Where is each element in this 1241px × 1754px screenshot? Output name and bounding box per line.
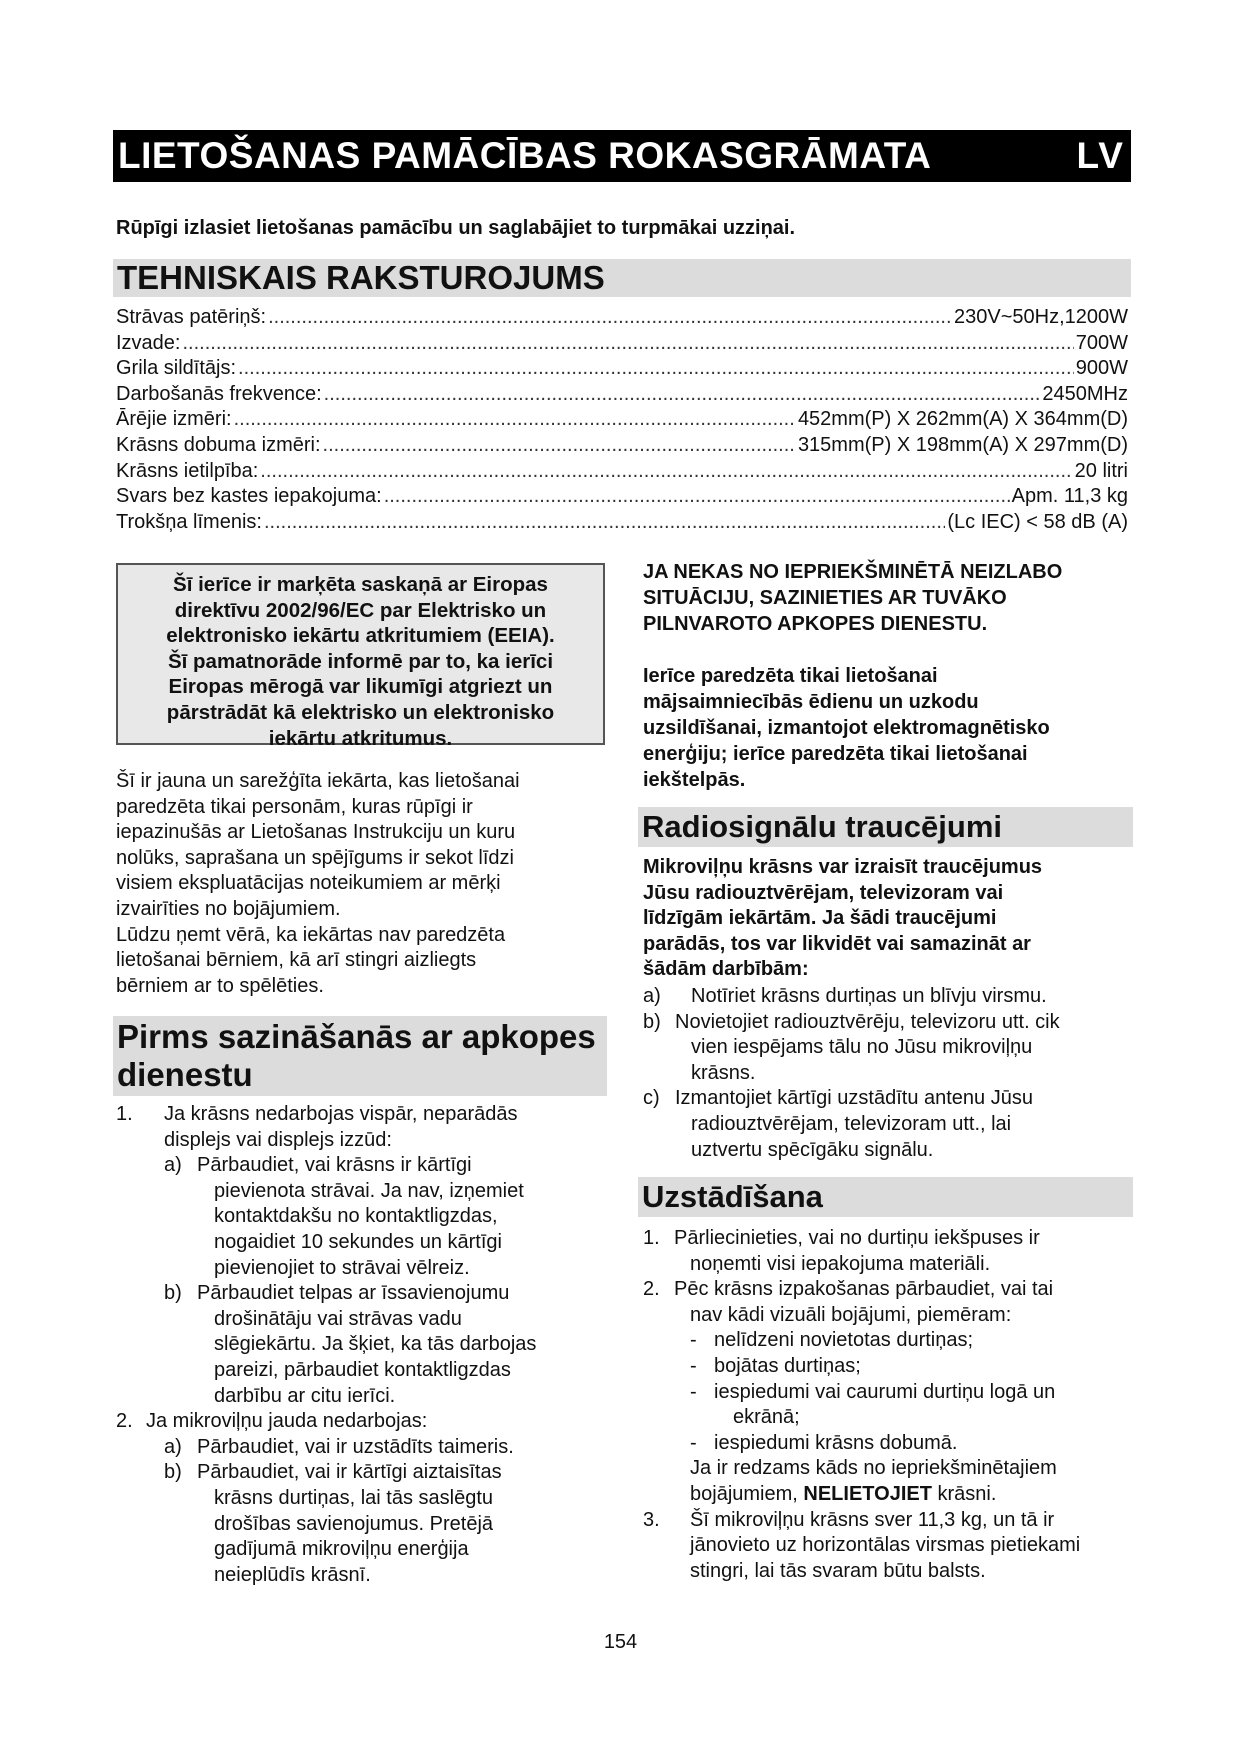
spec-value: 315mm(P) X 198mm(A) X 297mm(D) [797,433,1128,456]
spec-label: Strāvas patēriņš: [116,306,267,328]
radio-intro [643,855,1133,983]
text-line: šādām darbībām: [643,958,809,981]
text-line: Pēc krāsns izpakošanas pārbaudiet, vai tai [674,1278,1054,1301]
text-line: displejs vai displejs izzūd: [164,1128,392,1151]
text-line: Ja krāsns nedarbojas vispār, neparādās [164,1103,518,1125]
list-marker: - [690,1329,697,1352]
spec-row [116,331,1128,357]
text-line: Mikroviļņu krāsns var izraisīt traucējumus [643,856,1043,878]
intended-use-note [643,663,1133,793]
text-line: Ja mikroviļņu jauda nedarbojas: [146,1410,428,1433]
text-line: Izmantojiet kārtīgi uzstādītu antenu Jūsu [675,1087,1033,1110]
text-line: paredzēta tikai personām, kuras rūpīgi ir [116,795,473,818]
text-line: nogaidiet 10 sekundes un kārtīgi [214,1230,502,1253]
text-line: Pārbaudiet, vai ir uzstādīts taimeris. [197,1435,514,1458]
spec-value: 230V~50Hz,1200W [953,306,1128,328]
spec-value: 452mm(P) X 262mm(A) X 364mm(D) [797,408,1128,431]
list-item [643,1086,1143,1163]
notice-line: direktīvu 2002/96/EC par Elektrisko un [174,598,547,622]
text-line: Pārbaudiet, vai ir kārtīgi aiztaisītas [197,1461,502,1484]
spec-value: 20 litri [1074,459,1128,482]
radio-steps [643,984,1143,1163]
text-line: visiem ekspluatācijas noteikumiem ar mērķi [116,872,501,895]
spec-row [116,459,1128,485]
text-line: uztvertu spēcīgāku signālu. [691,1138,934,1161]
spec-row [116,356,1128,382]
spec-value: 900W [1075,357,1128,380]
text-line: Pārbaudiet telpas ar īssavienojumu [197,1282,510,1305]
list-item [643,1354,1143,1380]
list-item [643,1277,1143,1328]
text-line: nolūks, saprašana un spējīgums ir sekot līdzi [116,846,514,869]
text-line: Notīriet krāsns durtiņas un blīvju virsmu. [691,985,1047,1007]
manual-title-bar [113,130,1131,182]
text-line: noņemti visi iepakojuma materiāli. [690,1252,991,1275]
list-marker: 1. [643,1227,660,1249]
specs-table [116,305,1128,535]
text-line: Pārliecinieties, vai no durtiņu iekšpuses ir [674,1227,1040,1249]
list-item [116,1409,616,1435]
list-marker: - [690,1354,697,1377]
service-heading [113,1016,607,1096]
text-line: līdzīgām iekārtām. Ja šādi traucējumi [643,907,997,930]
text-line: drošības savienojumus. Pretējā [214,1512,494,1535]
text-line: neieplūdīs krāsnī. [214,1563,371,1586]
text-line: izvairīties no bojājumiem. [116,897,341,920]
text-line: krāsns. [691,1061,756,1084]
spec-label: Svars bez kastes iepakojuma: [116,485,382,508]
notice-line: elektronisko iekārtu atkritumiem (EEIA). [166,624,555,648]
text-line: Šī ir jauna un sarežģīta iekārta, kas lietošanai [116,770,520,792]
page-number: 154 [603,1631,638,1653]
text-line: bojājumiem, NELIETOJIET krāsni. [690,1482,997,1505]
text-line: nav kādi vizuāli bojājumi, piemēram: [690,1303,1012,1326]
text-line: Ja ir redzams kāds no iepriekšminētajiem [690,1457,1057,1480]
text-line: mājsaimniecībās ēdienu un uzkodu [643,691,979,713]
text-line: iespiedumi vai caurumi durtiņu logā un [714,1380,1056,1403]
list-item [643,1010,1143,1087]
list-marker: b) [164,1461,182,1484]
text-line: JA NEKAS NO IEPRIEKŠMINĒTĀ NEIZLABO [643,561,1063,583]
notice-line: Šī pamatnorāde informē par to, ka ierīci [167,649,554,673]
spec-row [116,305,1128,331]
installation-heading: Uzstādīšana [638,1177,1133,1217]
service-contact-warning [643,559,1133,637]
notice-line: Eiropas mērogā var likumīgi atgriezt un [168,675,553,699]
list-marker: 3. [643,1508,660,1531]
text-line: iepazinušās ar Lietošanas Instrukciju un kuru [116,821,516,844]
list-item [643,984,1143,1010]
text-line: pareizi, pārbaudiet kontaktligzdas [214,1358,511,1381]
text-line: Šī mikroviļņu krāsns sver 11,3 kg, un tā ir [690,1508,1055,1531]
notice-line: pārstrādāt kā elektrisko un elektronisko [166,700,555,724]
text-line: Novietojiet radiouztvērēju, televizoru utt. cik [675,1010,1060,1033]
damage-note [643,1456,1143,1507]
spec-value: (Lc IEC) < 58 dB (A) [947,510,1128,533]
text-line: enerģiju; ierīce paredzēta tikai lietošanai [643,743,1028,765]
list-item [643,1328,1143,1354]
spec-label: Ārējie izmēri: [116,408,232,431]
manual-title: LIETOŠANAS PAMĀCĪBAS ROKASGRĀMATA [118,135,932,176]
text-line: nelīdzeni novietotas durtiņas; [714,1329,974,1352]
text-line: Ierīce paredzēta tikai lietošanai [643,665,938,687]
spec-label: Trokšņa līmenis: [116,510,262,533]
notice-line: Šī ierīce ir marķēta saskaņā ar Eiropas [173,573,548,596]
installation-steps [643,1226,1143,1584]
list-marker: 2. [643,1278,660,1301]
list-marker: - [690,1380,697,1403]
text-line: krāsns durtiņas, lai tās saslēgtu [214,1486,494,1509]
list-item [116,1153,616,1281]
text-line: iekštelpās. [643,769,746,791]
list-item [643,1226,1143,1277]
list-item [116,1435,616,1461]
text-line: darbību ar citu ierīci. [214,1384,396,1407]
list-marker: a) [164,1154,182,1177]
text-line: SITUĀCIJU, SAZINIETIES AR TUVĀKO [643,587,1007,609]
text-line: iespiedumi krāsns dobumā. [714,1431,958,1454]
text-line: slēgiekārtu. Ja šķiet, ka tās darbojas [214,1333,537,1356]
heading-line: dienestu [117,1056,253,1093]
spec-row [116,484,1128,510]
list-item [116,1281,616,1409]
text-line: vien iespējams tālu no Jūsu mikroviļņu [691,1036,1033,1059]
text-line: pievienojiet to strāvai vēlreiz. [214,1256,470,1279]
list-marker: - [690,1431,697,1454]
spec-value: 2450MHz [1042,382,1128,405]
spec-row [116,510,1128,536]
list-marker: a) [164,1435,182,1458]
spec-label: Izvade: [116,331,181,354]
text-line: ekrānā; [733,1406,800,1429]
list-item [643,1380,1143,1431]
list-marker: b) [643,1010,661,1033]
spec-row [116,407,1128,433]
text-line: Lūdzu ņemt vērā, ka iekārtas nav paredzēta [116,923,506,946]
spec-row [116,382,1128,408]
list-marker: 2. [116,1410,133,1433]
list-item [116,1102,616,1153]
service-checklist [116,1102,616,1588]
spec-label: Krāsns dobuma izmēri: [116,433,321,456]
text-line: PILNVAROTO APKOPES DIENESTU. [643,613,988,635]
text-line: bērniem ar to spēlēties. [116,974,324,997]
list-marker: c) [643,1087,660,1110]
text-line: Jūsu radiouztvērējam, televizoram vai [643,881,1004,904]
text-line: lietošanai bērniem, kā arī stingri aizliegts [116,949,477,972]
radio-interference-heading: Radiosignālu traucējumi [638,807,1133,847]
text-line: Pārbaudiet, vai krāsns ir kārtīgi [197,1154,472,1177]
text-line: uzsildīšanai, izmantojot elektromagnētisko [643,717,1050,739]
text-line: jānovieto uz horizontālas virsmas pietiekami [690,1534,1081,1557]
text-line: pievienota strāvai. Ja nav, izņemiet [214,1179,524,1202]
list-item [643,1431,1143,1457]
text-line: kontaktdakšu no kontaktligzdas, [214,1205,498,1228]
language-code: LV [1076,135,1125,176]
usage-restriction-paragraph [116,769,606,999]
spec-row [116,433,1128,459]
intro-note: Rūpīgi izlasiet lietošanas pamācību un saglabājiet to turpmākai uzziņai. [116,217,796,239]
spec-label: Darbošanās frekvence: [116,382,322,405]
text-line: gadījumā mikroviļņu enerģija [214,1538,469,1561]
spec-label: Grila sildītājs: [116,357,237,380]
spec-value: Apm. 11,3 kg [1011,485,1128,508]
text-line: bojātas durtiņas; [714,1354,861,1377]
do-not-use-emphasis: NELIETOJIET [803,1482,932,1505]
specs-heading: TEHNISKAIS RAKSTUROJUMS [113,259,1131,297]
text-line: stingri, lai tās svaram būtu balsts. [690,1559,986,1582]
text-line: parādās, tos var likvidēt vai samazināt ar [643,932,1031,955]
list-marker: a) [643,985,661,1007]
notice-line: iekārtu atkritumus. [268,726,453,750]
spec-value: 700W [1075,331,1128,354]
text-line: drošinātāju vai strāvas vadu [214,1307,462,1330]
list-item [116,1460,616,1588]
spec-label: Krāsns ietilpība: [116,459,259,482]
heading-line: Pirms sazināšanās ar apkopes [117,1018,596,1055]
list-marker: 1. [116,1103,133,1125]
list-item [643,1508,1143,1585]
text-line: radiouztvērējam, televizoram utt., lai [691,1112,1012,1135]
list-marker: b) [164,1282,182,1305]
weee-notice-box [116,563,605,750]
